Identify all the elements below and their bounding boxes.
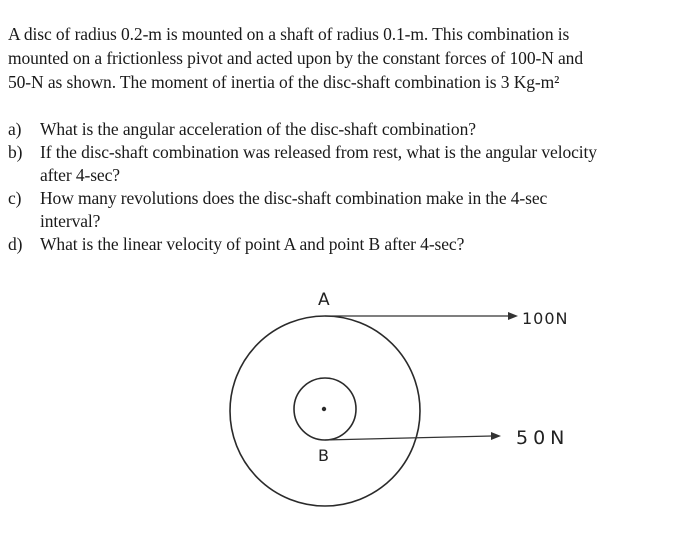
label-point-b: B (318, 446, 329, 465)
statement-line: 50-N as shown. The moment of inertia of the disc-shaft combination is 3 Kg-m² (8, 72, 560, 92)
question-text: If the disc-shaft combination was released from rest, what is the angular velocity (40, 142, 597, 162)
question-text: What is the linear velocity of point A and point B after 4-sec? (40, 234, 465, 254)
statement-line: A disc of radius 0.2-m is mounted on a shaft of radius 0.1-m. This combination is (8, 24, 570, 44)
question-letter: a) (8, 119, 22, 139)
statement-line: mounted on a frictionless pivot and acted upon by the constant forces of 100-N and (8, 48, 583, 68)
question-letter: b) (8, 142, 23, 162)
pivot-point (322, 407, 326, 411)
question-letter: d) (8, 234, 23, 254)
outer-disc (230, 316, 420, 506)
force-line-50n (325, 436, 492, 440)
question-letter: c) (8, 188, 22, 208)
question-text: What is the angular acceleration of the disc-shaft combination? (40, 119, 476, 139)
question-text: interval? (40, 211, 101, 231)
label-force-100n: 100N (522, 309, 569, 328)
question-text: How many revolutions does the disc-shaft combination make in the 4-sec (40, 188, 548, 208)
label-point-a: A (318, 290, 330, 310)
arrowhead-50n (491, 432, 501, 440)
arrowhead-100n (508, 312, 518, 320)
label-force-50n: 50N (516, 427, 570, 449)
question-text: after 4-sec? (40, 165, 120, 185)
